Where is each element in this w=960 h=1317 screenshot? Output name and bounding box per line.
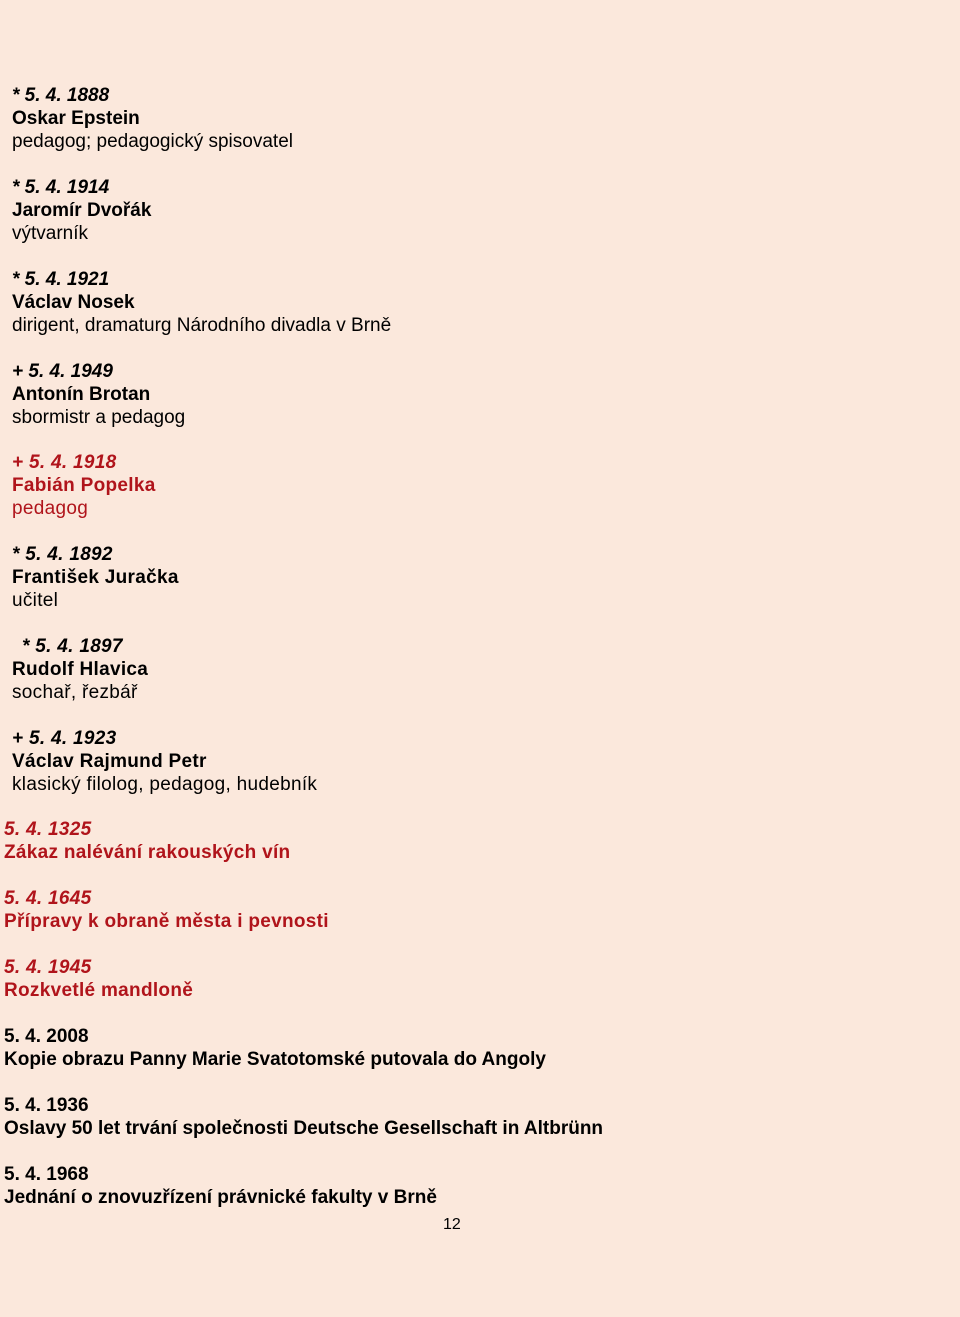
entry-date: + 5. 4. 1923 <box>12 728 117 749</box>
entry-date: + 5. 4. 1949 <box>12 361 113 382</box>
entry-date: + 5. 4. 1918 <box>12 452 117 473</box>
event-title: Oslavy 50 let trvání společnosti Deutsche Gesellschaft in Altbrünn <box>4 1118 604 1139</box>
entry-name: Václav Rajmund Petr <box>12 751 207 772</box>
entry-description: sbormistr a pedagog <box>12 407 186 428</box>
entry-date: * 5. 4. 1892 <box>12 544 113 565</box>
entry-description: dirigent, dramaturg Národního divadla v Brně <box>12 315 392 336</box>
entry-name: Oskar Epstein <box>12 108 140 129</box>
entry-description: klasický filolog, pedagog, hudebník <box>12 774 318 795</box>
entry-date: * 5. 4. 1914 <box>12 177 110 198</box>
event-title: Rozkvetlé mandloně <box>4 980 194 1001</box>
event-date: 5. 4. 1968 <box>4 1164 89 1185</box>
event-title: Jednání o znovuzřízení právnické fakulty v Brně <box>4 1187 437 1208</box>
event-title: Kopie obrazu Panny Marie Svatotomské putovala do Angoly <box>4 1049 546 1070</box>
entry-name: Jaromír Dvořák <box>12 200 152 221</box>
entry-name: Antonín Brotan <box>12 384 151 405</box>
entry-description: sochař, řezbář <box>12 682 138 703</box>
event-date: 5. 4. 1945 <box>4 957 92 978</box>
event-date: 5. 4. 1325 <box>4 819 92 840</box>
entry-name: Fabián Popelka <box>12 475 156 496</box>
event-date: 5. 4. 1936 <box>4 1095 89 1116</box>
event-title: Zákaz nalévání rakouských vín <box>4 842 291 863</box>
entry-name: Václav Nosek <box>12 292 135 313</box>
entry-description: pedagog; pedagogický spisovatel <box>12 131 293 152</box>
event-title: Přípravy k obraně města i pevnosti <box>4 911 329 932</box>
entry-description: učitel <box>12 590 59 611</box>
entry-description: výtvarník <box>12 223 89 244</box>
entry-name: František Juračka <box>12 567 179 588</box>
entry-description: pedagog <box>12 498 89 519</box>
entry-date: * 5. 4. 1897 <box>22 636 123 657</box>
event-date: 5. 4. 2008 <box>4 1026 89 1047</box>
event-date: 5. 4. 1645 <box>4 888 92 909</box>
entry-name: Rudolf Hlavica <box>12 659 149 680</box>
entry-date: * 5. 4. 1888 <box>12 85 110 106</box>
page-number: 12 <box>443 1216 461 1233</box>
entry-date: * 5. 4. 1921 <box>12 269 110 290</box>
